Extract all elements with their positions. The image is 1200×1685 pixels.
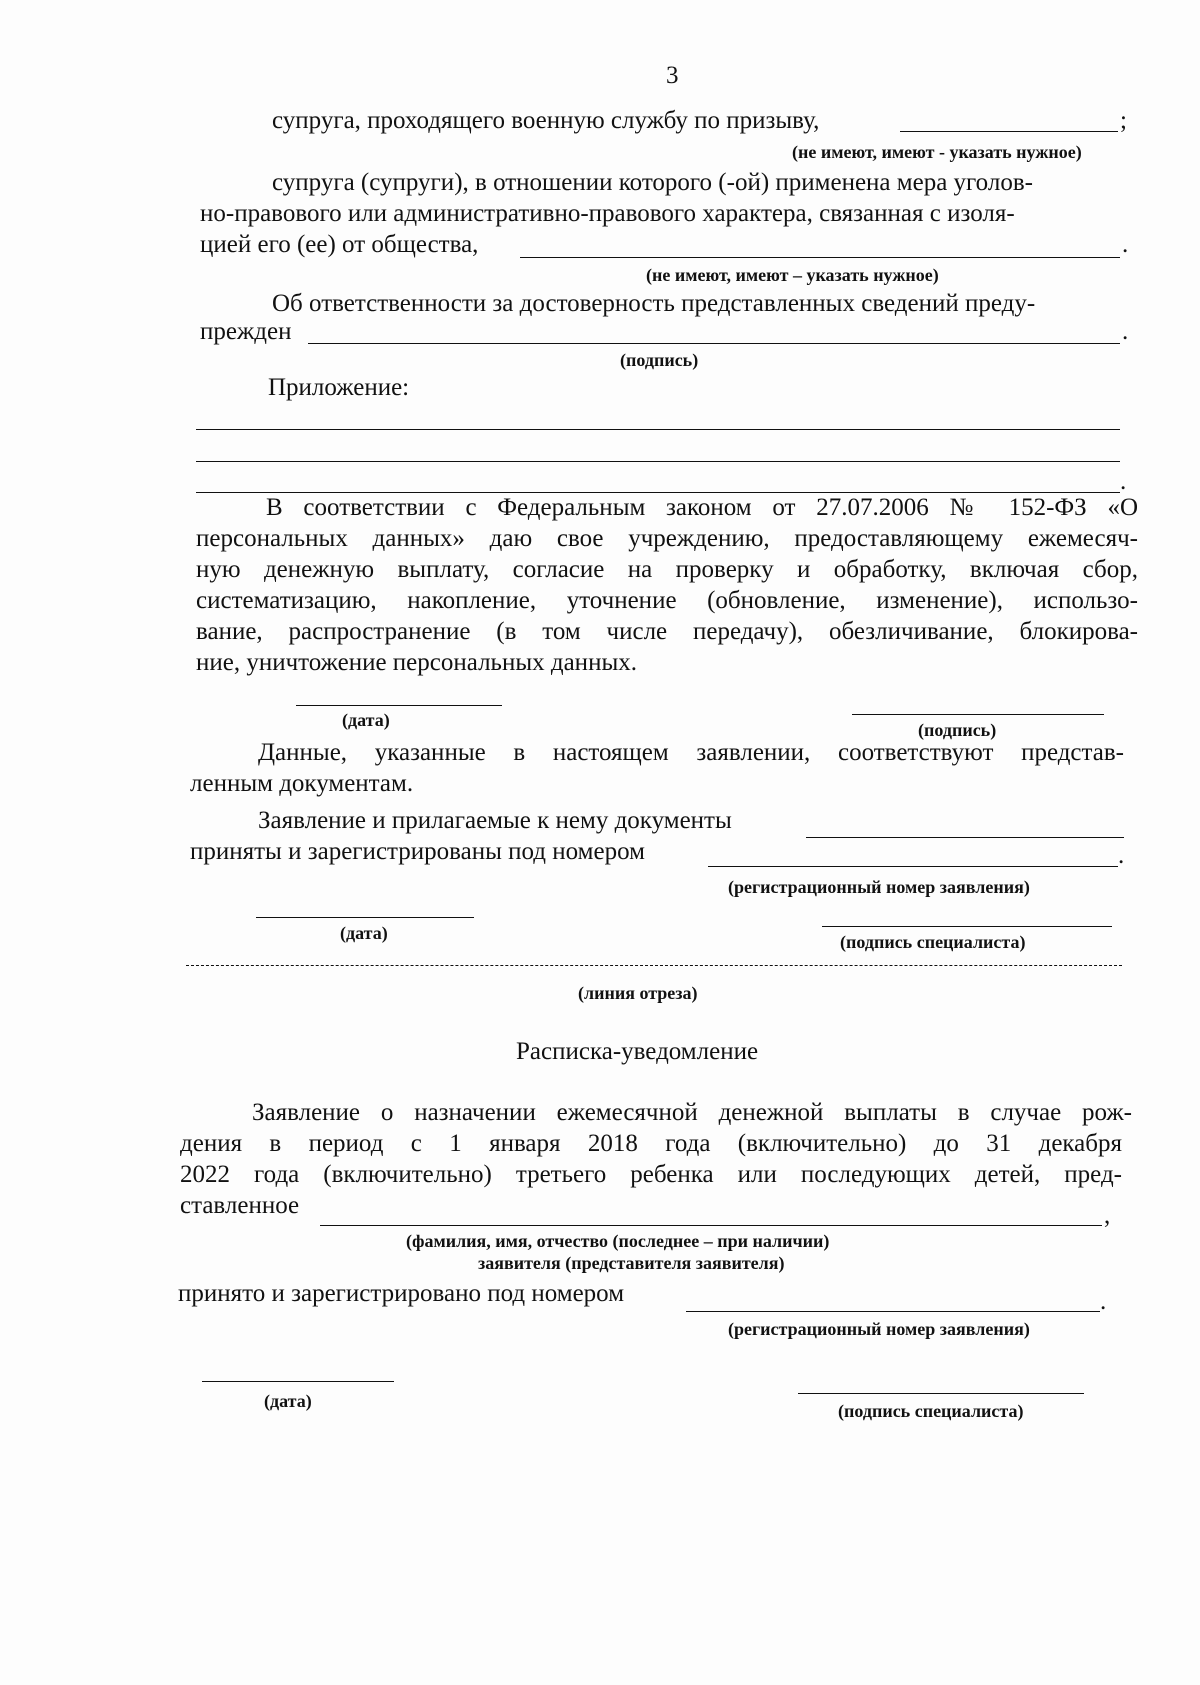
- appendix-line-2: [196, 461, 1120, 462]
- spouse-military-blank: [900, 131, 1118, 132]
- hint-not-have-have-1: (не имеют, имеют - указать нужное): [792, 142, 1082, 162]
- consent-signature-hint: (подпись): [918, 720, 997, 740]
- documents-accepted-blank: [806, 837, 1124, 838]
- applicant-name-hint-2: заявителя (представителя заявителя): [478, 1253, 785, 1273]
- receipt-registered-line: принято и зарегистрировано под номером: [178, 1280, 625, 1307]
- applicant-name-hint-1: (фамилия, имя, отчество (последнее – при наличии): [406, 1231, 830, 1251]
- receipt-date-hint: (дата): [264, 1391, 312, 1411]
- receipt-registered-end: .: [1100, 1288, 1107, 1315]
- specialist-signature-blank: [822, 926, 1112, 927]
- registered-under-end: .: [1118, 842, 1125, 869]
- spouse-military-end: ;: [1120, 107, 1127, 134]
- responsibility-line2: прежден: [200, 318, 292, 345]
- receipt-registration-blank: [686, 1311, 1100, 1312]
- responsibility-end: .: [1122, 318, 1129, 345]
- spouse-isolation-line2: но-правового или административно-правового характера, связанная с изоля-: [200, 200, 1015, 227]
- registration-number-hint: (регистрационный номер заявления): [728, 877, 1030, 897]
- applicant-name-blank: [320, 1225, 1102, 1226]
- receipt-line-4-end: ,: [1104, 1202, 1111, 1229]
- receipt-line-1: Заявление о назначении ежемесячной денежной выплаты в случае рож-: [252, 1099, 1132, 1126]
- registered-under-line: приняты и зарегистрированы под номером: [190, 838, 645, 865]
- receipt-registration-hint: (регистрационный номер заявления): [728, 1319, 1030, 1339]
- receipt-line-2: дения в период с 1 января 2018 года (включительно) до 31 декабря: [180, 1130, 1122, 1157]
- data-check-line-2: ленным документам.: [190, 770, 414, 797]
- receipt-line-3: 2022 года (включительно) третьего ребенка или последующих детей, пред-: [180, 1161, 1122, 1188]
- spouse-isolation-line1: супруга (супруги), в отношении которого (-ой) применена мера уголов-: [272, 169, 1033, 196]
- consent-line-6: ние, уничтожение персональных данных.: [196, 649, 637, 676]
- consent-line-4: систематизацию, накопление, уточнение (обновление, изменение), использо-: [196, 587, 1138, 614]
- consent-signature-blank: [852, 714, 1104, 715]
- receipt-title: Расписка-уведомление: [516, 1038, 759, 1065]
- data-check-line-1: Данные, указанные в настоящем заявлении, соответствуют представ-: [258, 739, 1124, 766]
- specialist-signature-hint: (подпись специалиста): [840, 932, 1026, 952]
- consent-date-blank: [296, 705, 502, 706]
- responsibility-signature-hint: (подпись): [620, 350, 699, 370]
- documents-accepted-line: Заявление и прилагаемые к нему документы: [258, 807, 732, 834]
- cut-line: [186, 965, 1122, 966]
- spouse-military-line: супруга, проходящего военную службу по призыву,: [272, 107, 820, 134]
- registration-number-blank: [708, 866, 1118, 867]
- spouse-isolation-end: .: [1122, 231, 1129, 258]
- consent-line-1: В соответствии с Федеральным законом от 27.07.2006 № 152-ФЗ «О: [266, 494, 1138, 521]
- spouse-isolation-blank: [520, 257, 1120, 258]
- appendix-end: .: [1120, 468, 1127, 495]
- responsibility-signature-blank: [308, 343, 1120, 344]
- consent-date-hint: (дата): [342, 710, 390, 730]
- appendix-line-1: [196, 429, 1120, 430]
- consent-line-3: ную денежную выплату, согласие на проверку и обработку, включая сбор,: [196, 556, 1138, 583]
- receipt-signature-hint: (подпись специалиста): [838, 1401, 1024, 1421]
- cut-line-hint: (линия отреза): [578, 983, 698, 1003]
- page-number: 3: [666, 62, 679, 89]
- specialist-date-hint: (дата): [340, 923, 388, 943]
- consent-line-5: вание, распространение (в том числе передачу), обезличивание, блокирова-: [196, 618, 1138, 645]
- appendix-label: Приложение:: [268, 374, 410, 401]
- receipt-date-blank: [202, 1381, 394, 1382]
- hint-not-have-have-2: (не имеют, имеют – указать нужное): [646, 265, 939, 285]
- receipt-line-4: ставленное: [180, 1192, 300, 1219]
- spouse-isolation-line3: цией его (ее) от общества,: [200, 231, 479, 258]
- receipt-signature-blank: [798, 1393, 1084, 1394]
- responsibility-line1: Об ответственности за достоверность представленных сведений преду-: [272, 290, 1036, 317]
- specialist-date-blank: [256, 917, 474, 918]
- consent-line-2: персональных данных» даю свое учреждению, предоставляющему ежемесяч-: [196, 525, 1138, 552]
